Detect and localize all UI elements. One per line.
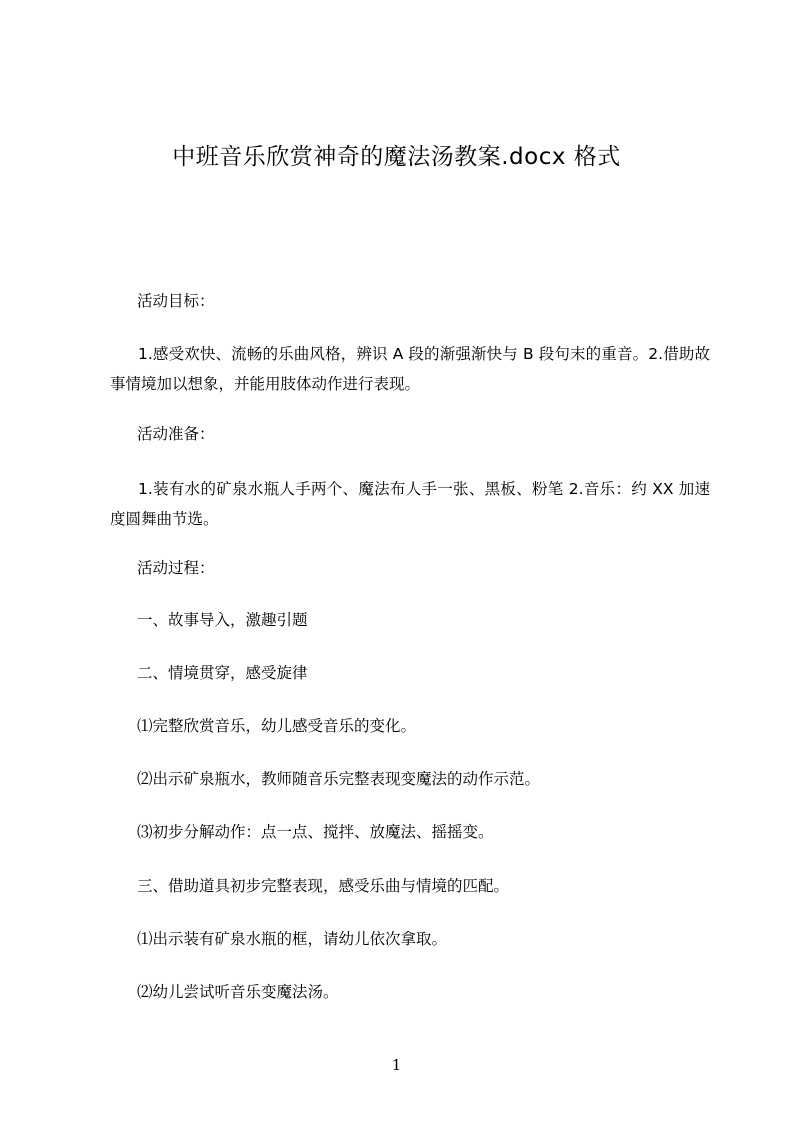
process-step-1: 一、故事导入，激趣引题 <box>137 611 308 629</box>
process-step-2-1: ⑴完整欣赏音乐，幼儿感受音乐的变化。 <box>137 717 417 735</box>
process-step-2-2: ⑵出示矿泉瓶水，教师随音乐完整表现变魔法的动作示范。 <box>137 770 541 788</box>
goals-heading: 活动目标： <box>137 292 215 310</box>
preparation-paragraph: 1.装有水的矿泉水瓶人手两个、魔法布人手一张、黑板、粉笔 2.音乐：约 XX 加速度圆舞曲节选。 <box>110 480 710 528</box>
process-step-3: 三、借助道具初步完整表现，感受乐曲与情境的匹配。 <box>137 877 510 895</box>
process-step-3-1: ⑴出示装有矿泉水瓶的框，请幼儿依次拿取。 <box>137 930 448 948</box>
process-step-2-3: ⑶初步分解动作：点一点、搅拌、放魔法、摇摇变。 <box>137 823 494 841</box>
process-step-3-2: ⑵幼儿尝试听音乐变魔法汤。 <box>137 983 339 1001</box>
document-title: 中班音乐欣赏神奇的魔法汤教案.docx 格式 <box>172 144 621 170</box>
process-step-2: 二、情境贯穿，感受旋律 <box>137 664 308 682</box>
goals-paragraph: 1.感受欢快、流畅的乐曲风格，辨识 A 段的渐强渐快与 B 段句末的重音。2.借助故事情境加以想象，并能用肢体动作进行表现。 <box>110 345 710 393</box>
preparation-heading: 活动准备： <box>137 425 215 443</box>
process-heading: 活动过程： <box>137 559 215 577</box>
page-number: 1 <box>391 1056 402 1074</box>
